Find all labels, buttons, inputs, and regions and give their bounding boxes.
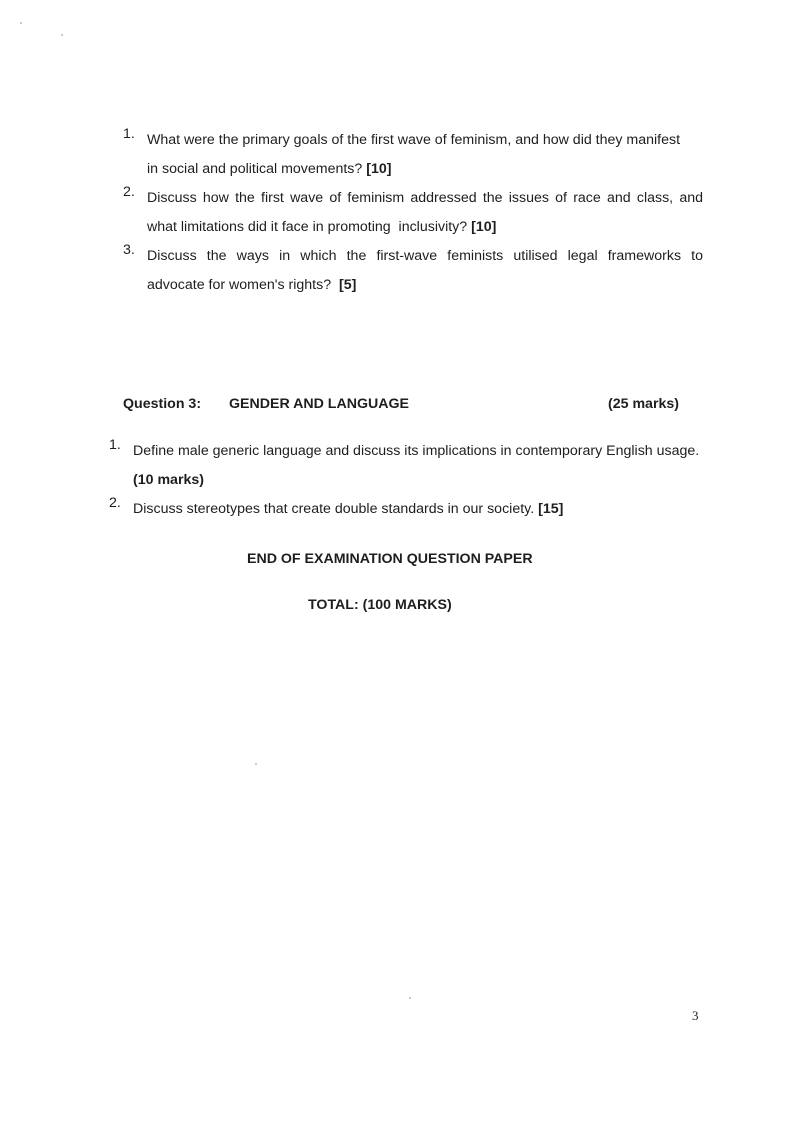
question-marks: [15] <box>538 501 564 517</box>
question-text-line: Define male generic language and discuss its implications in contemporary English usage. <box>133 443 700 459</box>
scan-speck <box>255 763 257 765</box>
question-item <box>123 242 703 300</box>
scan-speck <box>20 22 22 24</box>
end-of-paper-note: END OF EXAMINATION QUESTION PAPER <box>247 551 533 567</box>
question-text-line: What were the primary goals of the first wave of feminism, and how did they manifest <box>147 132 681 148</box>
question-text-line: Discuss how the first wave of feminism addressed the issues of race and class, and <box>147 190 703 206</box>
question-marks: [5] <box>338 277 357 293</box>
question-text-line <box>147 271 703 300</box>
question-item <box>109 437 709 495</box>
question-title: GENDER AND LANGUAGE <box>229 396 409 412</box>
question-text-line <box>133 495 709 524</box>
question-item <box>109 495 709 524</box>
question-marks: [10] <box>471 219 497 235</box>
question-text-fragment: what limitations did it face in promoting inclusivity? <box>147 219 468 235</box>
question-marks: (10 marks) <box>133 472 204 488</box>
question-list-gender-language <box>109 437 709 524</box>
question-item <box>123 126 703 184</box>
question-text-line <box>147 213 703 242</box>
question-marks: [10] <box>366 161 392 177</box>
question-text-line <box>147 155 703 184</box>
question-text-fragment: Discuss stereotypes that create double standards in our society. <box>133 501 535 517</box>
question-item <box>123 184 703 242</box>
question-number: 1. <box>123 126 135 142</box>
question-text-line: Discuss the ways in which the first-wave feminists utilised legal frameworks to <box>147 248 703 264</box>
scan-speck <box>409 997 411 999</box>
question-number: 3. <box>123 242 135 258</box>
scan-speck <box>61 34 63 36</box>
question-list-first-wave <box>123 126 703 300</box>
question-text-fragment: in social and political movements? <box>147 161 363 177</box>
question-total-marks: (25 marks) <box>608 396 679 412</box>
page-number: 3 <box>692 1008 699 1023</box>
question-3-heading <box>123 396 683 418</box>
total-marks-note: TOTAL: (100 MARKS) <box>308 597 452 613</box>
question-number: 2. <box>123 184 135 200</box>
question-number: 1. <box>109 437 121 453</box>
question-text-fragment: advocate for women's rights? <box>147 277 332 293</box>
question-label: Question 3: <box>123 396 202 412</box>
question-number: 2. <box>109 495 121 511</box>
